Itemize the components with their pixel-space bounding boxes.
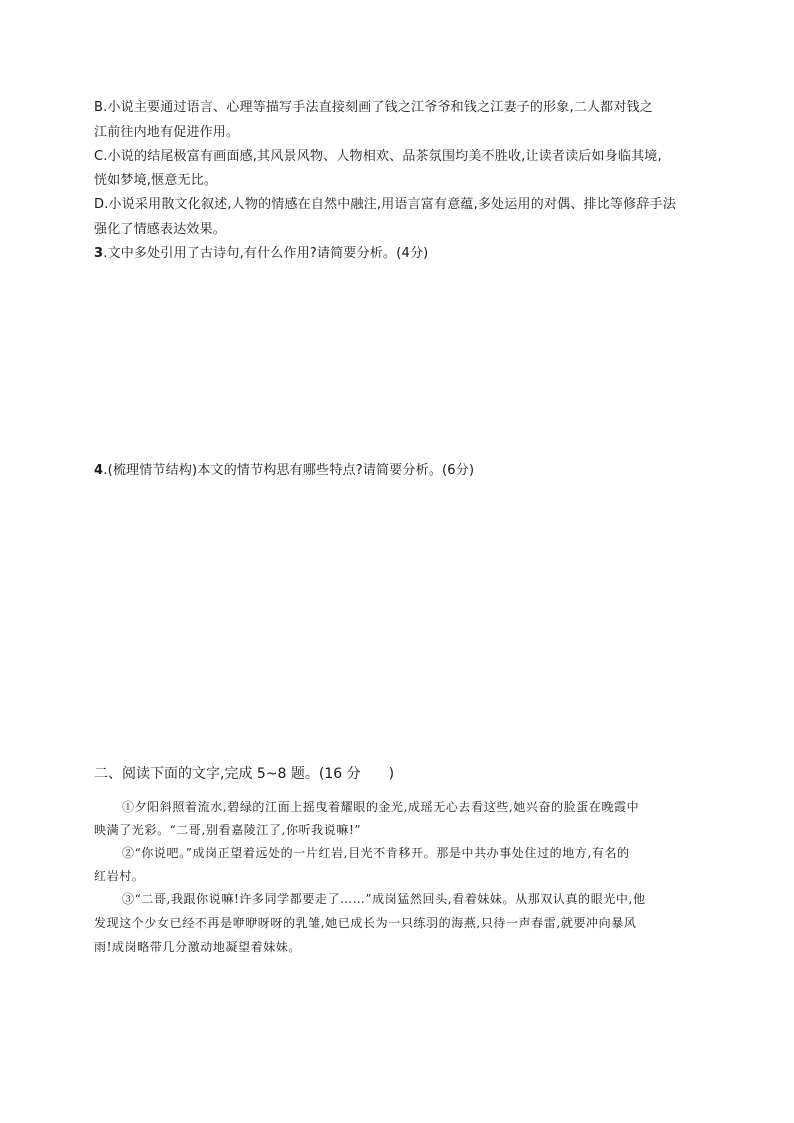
passage-p2-line-1: ②“你说吧。”成岗正望着远处的一片红岩,目光不肯移开。那是中共办事处住过的地方,有名的 <box>122 846 630 860</box>
option-c-line-2: 恍如梦境,惬意无比。 <box>94 173 218 188</box>
question-3-number: 3 <box>94 246 104 261</box>
question-4 <box>94 461 474 481</box>
passage-p3-line-1: ③“二哥,我跟你说嘛!许多同学都要走了……”成岗猛然回头,看着妹妹。从那双认真的眼光中,他 <box>122 892 646 906</box>
passage-p1-line-1: ①夕阳斜照着流水,碧绿的江面上摇曳着耀眼的金光,成瑶无心去看这些,她兴奋的脸蛋在晚霞中 <box>122 800 640 814</box>
passage-p3-line-3: 雨!成岗略带几分激动地凝望着妹妹。 <box>94 940 302 954</box>
question-3-text: .文中多处引用了古诗句,有什么作用?请简要分析。(4分) <box>103 246 429 261</box>
option-d-line-2: 强化了情感表达效果。 <box>94 222 227 237</box>
option-b-line-2: 江前往内地有促进作用。 <box>94 125 240 140</box>
question-3 <box>94 244 428 264</box>
passage-p2-line-2: 红岩村。 <box>94 869 145 883</box>
option-c-line-1: C.小说的结尾极富有画面感,其风景风物、人物相欢、品茶氛围均美不胜收,让读者读后如身临其境, <box>94 149 662 164</box>
section-2-heading: 二、阅读下面的文字,完成 5~8 题。(16 分 ) <box>94 766 395 782</box>
passage-p3-line-2: 发现这个少女已经不再是咿咿呀呀的乳雏,她已成长为一只练羽的海燕,只待一声春雷,就要冲向暴风 <box>94 916 637 930</box>
option-d-line-1: D.小说采用散文化叙述,人物的情感在自然中融注,用语言富有意蕴,多处运用的对偶、排比等修辞手法 <box>94 197 676 212</box>
option-b-line-1: B.小说主要通过语言、心理等描写手法直接刻画了钱之江爷爷和钱之江妻子的形象,二人都对钱之 <box>94 100 653 115</box>
question-4-text: .(梳理情节结构)本文的情节构思有哪些特点?请简要分析。(6分) <box>103 463 475 478</box>
passage-p1-line-2: 映满了光彩。“二哥,别看嘉陵江了,你听我说嘛!” <box>94 823 362 837</box>
question-4-number: 4 <box>94 463 104 478</box>
